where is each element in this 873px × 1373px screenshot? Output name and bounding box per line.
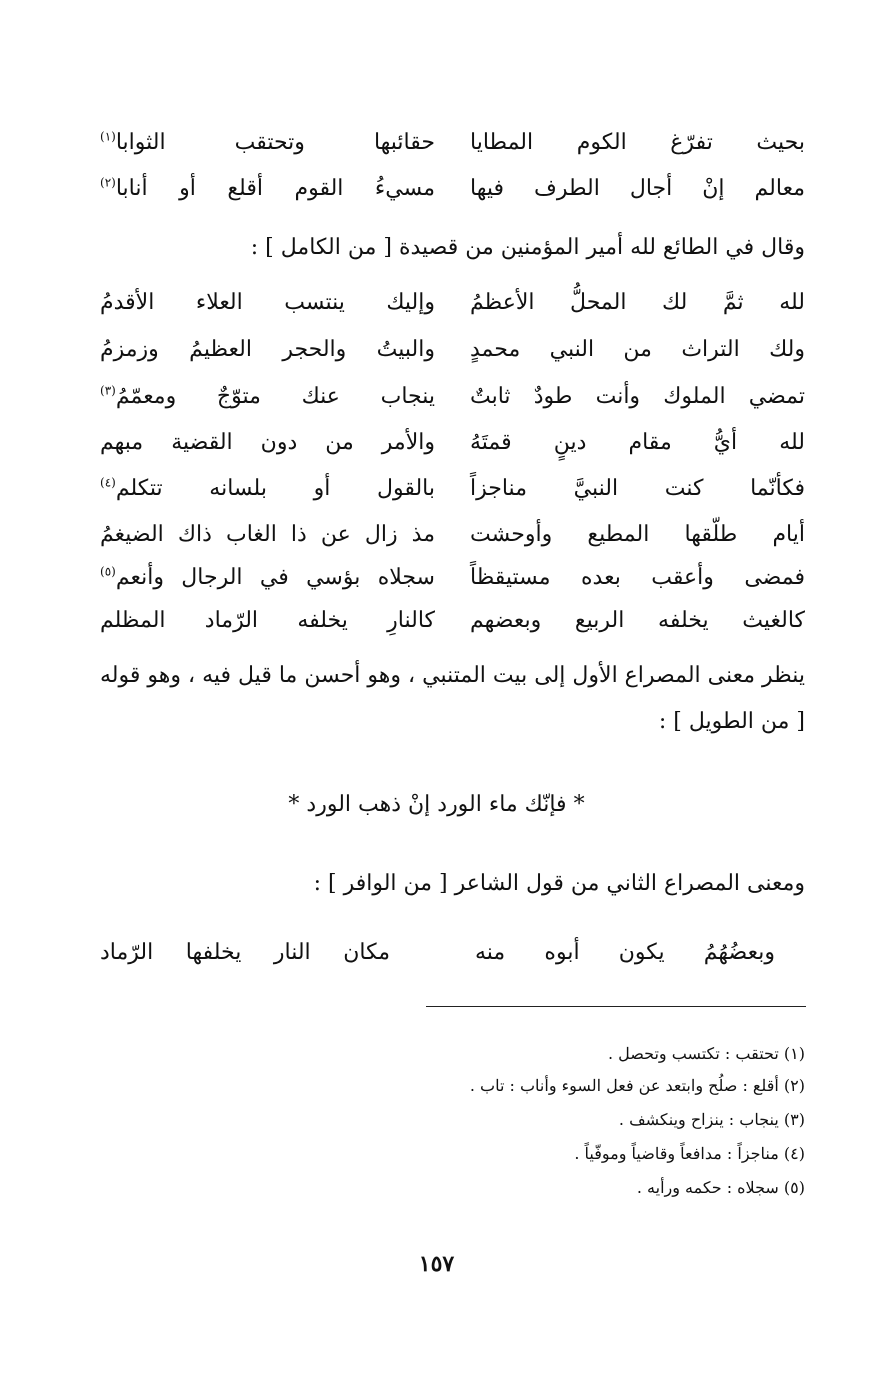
verse-line	[100, 420, 805, 466]
verse-second-hemistich	[100, 374, 435, 420]
verse-line	[100, 374, 805, 420]
verse-first-hemistich: بحيث تفرّغ الكوم المطايا	[470, 130, 805, 155]
verse-second-hemistich	[100, 327, 435, 373]
verse-first-hemistich: وبعضُهُمُ يكون أبوه منه	[475, 940, 775, 965]
verse-text: حقائبها وتحتقب الثوابا	[115, 130, 435, 155]
verse-second-hemistich	[100, 120, 435, 166]
footnote: (١) تحتقب : تكتسب وتحصل .	[607, 1044, 805, 1063]
verse-line	[100, 512, 805, 558]
verse-second-hemistich	[100, 166, 435, 212]
verse-first-hemistich: أيام طلّقها المطيع وأوحشت	[470, 522, 805, 547]
footnote: (٥) سجلاه : حكمه ورأيه .	[636, 1178, 805, 1197]
verse-line	[100, 327, 805, 373]
footnote-marker: (٣)	[100, 383, 116, 398]
verse-text: ينجاب عنك متوّجٌ ومعمّمُ	[115, 384, 435, 409]
verse-text: والبيتُ والحجر العظيمُ وزمزمُ	[100, 337, 435, 362]
verse-text: سجلاه بؤسي في الرجال وأنعم	[115, 565, 435, 590]
commentary-line: [ من الطويل ] :	[658, 709, 805, 734]
footnote: (٢) أقلع : صلُح وابتعد عن فعل السوء وأناب : تاب .	[469, 1076, 805, 1095]
verse-line	[100, 120, 805, 166]
commentary-line: ينظر معنى المصراع الأول إلى بيت المتنبي ، وهو أحسن ما قيل فيه ، وهو قوله	[100, 663, 805, 688]
verse-text: بالقول أو بلسانه تتكلم	[115, 476, 435, 501]
verse-line	[100, 466, 805, 512]
footnote-marker: (٤)	[100, 475, 116, 490]
verse-first-hemistich: ولك التراث من النبي محمدٍ	[470, 337, 805, 362]
footnote-divider	[426, 1006, 806, 1007]
verse-second-hemistich: مكان النار يخلفها الرّماد	[100, 940, 390, 965]
footnote-marker: (١)	[100, 129, 116, 144]
verse-text: مسيءُ القوم أقلع أو أنابا	[115, 176, 435, 201]
verse-first-hemistich: لله ثمَّ لك المحلُّ الأعظمُ	[470, 290, 805, 315]
footnote-marker: (٥)	[100, 564, 116, 579]
verse-text: مذ زال عن ذا الغاب ذاك الضيغمُ	[100, 522, 435, 547]
verse-second-hemistich	[100, 512, 435, 558]
verse-line	[100, 280, 805, 326]
verse-first-hemistich: كالغيث يخلفه الربيع وبعضهم	[470, 608, 805, 633]
verse-text: وإليك ينتسب العلاء الأقدمُ	[100, 290, 435, 315]
verse-second-hemistich	[100, 280, 435, 326]
quoted-hemistich: * فإنّك ماء الورد إنْ ذهب الورد *	[288, 792, 585, 817]
verse-second-hemistich	[100, 466, 435, 512]
verse-second-hemistich	[100, 420, 435, 466]
verse-line	[100, 930, 805, 976]
footnote: (٣) ينجاب : ينزاح وينكشف .	[618, 1110, 805, 1129]
verse-second-hemistich	[100, 555, 435, 601]
footnote-marker: (٢)	[100, 175, 116, 190]
footnote: (٤) مناجزاً : مدافعاً وقاضياً وموفّياً .	[574, 1144, 805, 1163]
verse-first-hemistich: فمضى وأعقب بعده مستيقظاً	[470, 565, 805, 590]
page-number: ١٥٧	[418, 1251, 455, 1277]
commentary-line: ومعنى المصراع الثاني من قول الشاعر [ من الوافر ] :	[313, 871, 805, 896]
verse-text: كالنارِ يخلفه الرّماد المظلم	[100, 608, 435, 633]
intro-line: وقال في الطائع لله أمير المؤمنين من قصيدة [ من الكامل ] :	[250, 235, 805, 260]
verse-first-hemistich: تمضي الملوك وأنت طودٌ ثابتٌ	[470, 384, 805, 409]
verse-line	[100, 598, 805, 644]
verse-first-hemistich: لله أيُّ مقام دينٍ قمتَهُ	[470, 430, 805, 455]
verse-line	[100, 555, 805, 601]
verse-second-hemistich	[100, 598, 435, 644]
verse-text: والأمر من دون القضية مبهم	[100, 430, 435, 455]
verse-line	[100, 166, 805, 212]
verse-first-hemistich: معالم إنْ أجال الطرف فيها	[470, 176, 805, 201]
verse-first-hemistich: فكأنّما كنت النبيَّ مناجزاً	[470, 476, 805, 501]
